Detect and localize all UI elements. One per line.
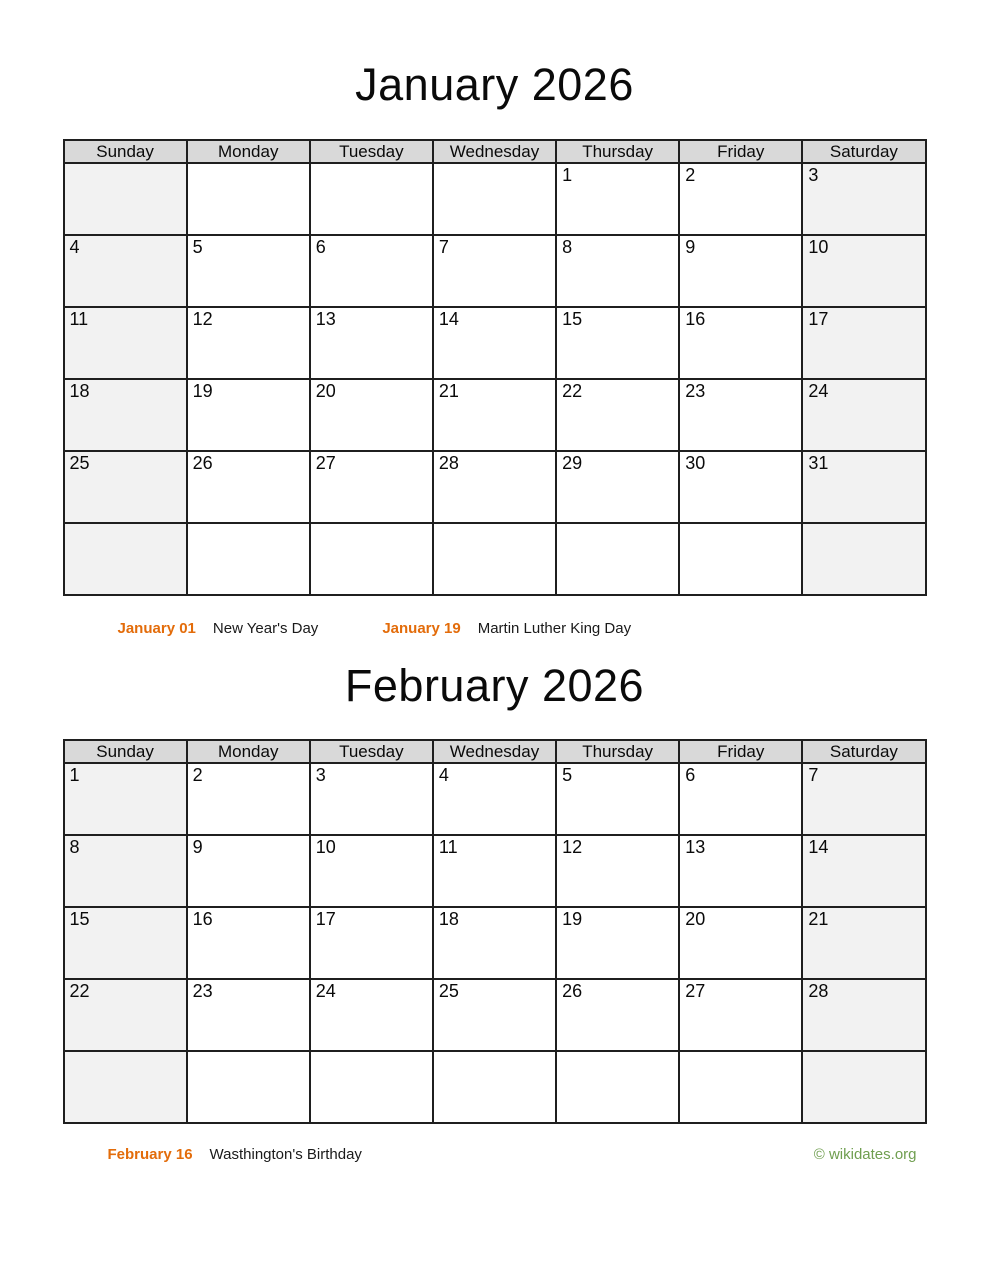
day-cell	[187, 523, 310, 595]
day-cell: 17	[310, 907, 433, 979]
day-cell	[679, 523, 802, 595]
holiday-entry	[118, 620, 319, 637]
day-cell: 27	[679, 979, 802, 1051]
holiday-date: January 01	[117, 620, 196, 637]
week-row	[64, 235, 926, 307]
day-cell: 18	[64, 379, 187, 451]
holiday-name: New Year's Day	[212, 620, 319, 637]
day-cell: 16	[187, 907, 310, 979]
day-cell: 28	[802, 979, 925, 1051]
day-cell	[64, 523, 187, 595]
week-row	[64, 835, 926, 907]
day-cell: 30	[679, 451, 802, 523]
weekday-header-monday: Monday	[187, 140, 310, 163]
holiday-entry	[108, 1146, 362, 1163]
day-cell: 20	[310, 379, 433, 451]
calendar-table-february	[63, 739, 927, 1124]
day-cell	[802, 1051, 925, 1123]
day-cell	[64, 163, 187, 235]
day-cell: 10	[802, 235, 925, 307]
day-cell: 21	[433, 379, 556, 451]
day-cell: 9	[187, 835, 310, 907]
week-row	[64, 451, 926, 523]
day-cell	[679, 1051, 802, 1123]
day-cell	[433, 163, 556, 235]
day-cell: 3	[802, 163, 925, 235]
day-cell: 25	[433, 979, 556, 1051]
day-cell: 19	[556, 907, 679, 979]
calendar-table-january	[63, 139, 927, 596]
day-cell: 1	[64, 763, 187, 835]
day-cell: 23	[187, 979, 310, 1051]
week-row	[64, 1051, 926, 1123]
day-cell: 7	[433, 235, 556, 307]
day-cell	[802, 523, 925, 595]
day-cell: 12	[187, 307, 310, 379]
week-row	[64, 979, 926, 1051]
weekday-header-row	[64, 740, 926, 763]
week-row	[64, 307, 926, 379]
holiday-entry	[382, 620, 631, 637]
day-cell	[433, 1051, 556, 1123]
day-cell	[64, 1051, 187, 1123]
day-cell: 18	[433, 907, 556, 979]
holiday-date: February 16	[107, 1146, 193, 1163]
week-row	[64, 379, 926, 451]
weekday-header-saturday: Saturday	[802, 140, 925, 163]
day-cell	[310, 1051, 433, 1123]
day-cell: 4	[433, 763, 556, 835]
week-row	[64, 763, 926, 835]
day-cell: 22	[64, 979, 187, 1051]
day-cell: 31	[802, 451, 925, 523]
day-cell: 20	[679, 907, 802, 979]
day-cell: 11	[64, 307, 187, 379]
day-cell: 23	[679, 379, 802, 451]
day-cell: 8	[64, 835, 187, 907]
weekday-header-row	[64, 140, 926, 163]
day-cell	[556, 523, 679, 595]
day-cell: 13	[310, 307, 433, 379]
weekday-header-sunday: Sunday	[64, 140, 187, 163]
day-cell: 2	[187, 763, 310, 835]
day-cell: 8	[556, 235, 679, 307]
weekday-header-tuesday: Tuesday	[310, 140, 433, 163]
day-cell: 7	[802, 763, 925, 835]
month-title-february: February 2026	[344, 660, 645, 711]
holiday-date: January 19	[382, 620, 461, 637]
day-cell: 26	[556, 979, 679, 1051]
day-cell: 28	[433, 451, 556, 523]
weekday-header-wednesday: Wednesday	[433, 140, 556, 163]
day-cell: 5	[187, 235, 310, 307]
holiday-line-january	[63, 620, 927, 637]
day-cell: 3	[310, 763, 433, 835]
day-cell: 9	[679, 235, 802, 307]
week-row	[64, 907, 926, 979]
weekday-header-friday: Friday	[679, 140, 802, 163]
day-cell: 6	[679, 763, 802, 835]
weekday-header-monday: Monday	[187, 740, 310, 763]
day-cell: 10	[310, 835, 433, 907]
weekday-header-sunday: Sunday	[64, 740, 187, 763]
day-cell: 11	[433, 835, 556, 907]
weekday-header-thursday: Thursday	[556, 140, 679, 163]
weekday-header-tuesday: Tuesday	[310, 740, 433, 763]
day-cell: 14	[433, 307, 556, 379]
day-cell: 24	[310, 979, 433, 1051]
day-cell: 5	[556, 763, 679, 835]
footer-row	[63, 1146, 927, 1163]
day-cell: 12	[556, 835, 679, 907]
weekday-header-saturday: Saturday	[802, 740, 925, 763]
week-row	[64, 163, 926, 235]
holiday-line-february	[63, 1146, 362, 1163]
holiday-name: Wasthington's Birthday	[209, 1146, 362, 1163]
month-title-january: January 2026	[355, 59, 634, 110]
day-cell	[310, 523, 433, 595]
day-cell: 6	[310, 235, 433, 307]
week-row	[64, 523, 926, 595]
day-cell: 22	[556, 379, 679, 451]
day-cell: 15	[556, 307, 679, 379]
copyright-text: © wikidates.org	[813, 1146, 917, 1163]
day-cell	[187, 163, 310, 235]
day-cell	[433, 523, 556, 595]
day-cell: 29	[556, 451, 679, 523]
day-cell	[310, 163, 433, 235]
day-cell: 14	[802, 835, 925, 907]
day-cell: 26	[187, 451, 310, 523]
weekday-header-friday: Friday	[679, 740, 802, 763]
day-cell: 27	[310, 451, 433, 523]
weekday-header-wednesday: Wednesday	[433, 740, 556, 763]
day-cell: 16	[679, 307, 802, 379]
day-cell: 2	[679, 163, 802, 235]
day-cell: 17	[802, 307, 925, 379]
day-cell: 25	[64, 451, 187, 523]
day-cell: 13	[679, 835, 802, 907]
day-cell	[556, 1051, 679, 1123]
day-cell: 15	[64, 907, 187, 979]
day-cell: 21	[802, 907, 925, 979]
day-cell: 4	[64, 235, 187, 307]
day-cell	[187, 1051, 310, 1123]
weekday-header-thursday: Thursday	[556, 740, 679, 763]
day-cell: 1	[556, 163, 679, 235]
day-cell: 24	[802, 379, 925, 451]
day-cell: 19	[187, 379, 310, 451]
holiday-name: Martin Luther King Day	[477, 620, 632, 637]
